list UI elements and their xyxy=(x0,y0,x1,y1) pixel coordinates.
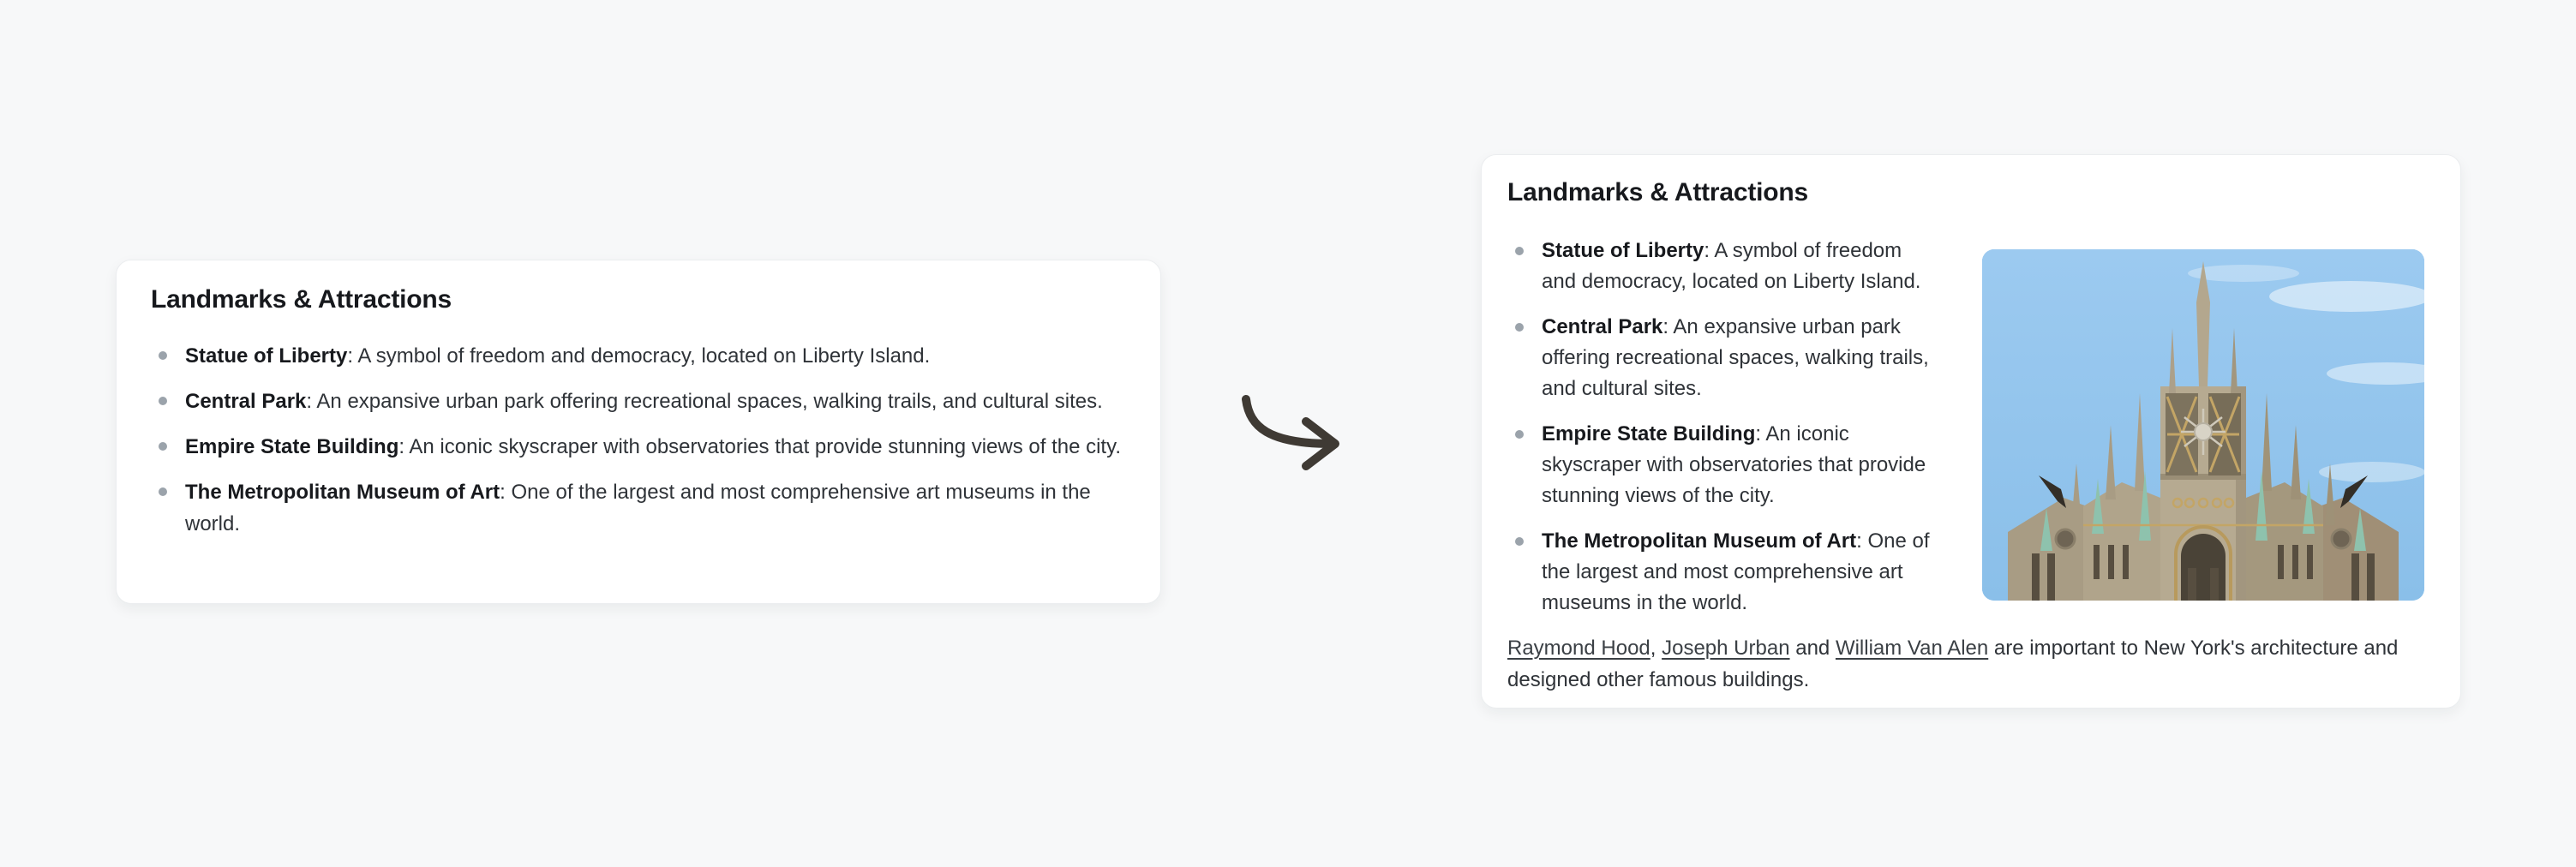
landmark-desc: : An expansive urban park offering recreational spaces, walking trails, and cultural sites. xyxy=(306,390,1103,413)
landmark-term: Central Park xyxy=(185,390,307,413)
list-item xyxy=(1507,312,1940,404)
footer-text: are important to New York's architecture and designed other famous buildings. xyxy=(1507,637,2399,691)
landmark-list xyxy=(151,340,1126,540)
list-item xyxy=(1507,419,1940,511)
bullet-icon xyxy=(1515,537,1524,546)
landmark-desc: : One of the largest and most comprehensive art museums in the world. xyxy=(185,481,1091,535)
list-item xyxy=(151,476,1126,540)
curved-arrow-icon xyxy=(1232,391,1352,485)
footer-link-joseph-urban[interactable]: Joseph Urban xyxy=(1662,637,1790,660)
list-item xyxy=(1507,526,1940,619)
footer-separator: , xyxy=(1650,637,1662,660)
landmark-term: Empire State Building xyxy=(185,435,399,458)
landmark-term: Central Park xyxy=(1542,315,1663,338)
footer-separator: and xyxy=(1789,637,1836,660)
footer-link-william-van-alen[interactable]: William Van Alen xyxy=(1835,637,1989,660)
landmark-desc: : An expansive urban park offering recreational spaces, walking trails, and cultural sites. xyxy=(1542,315,1929,400)
list-item xyxy=(151,340,1126,372)
landmark-photo xyxy=(1982,249,2424,601)
bullet-icon xyxy=(159,397,167,405)
landmark-term: Statue of Liberty xyxy=(1542,239,1704,262)
landmark-desc: : One of the largest and most comprehensive art museums in the world. xyxy=(1542,529,1930,614)
page-title: Landmarks & Attractions xyxy=(1507,178,1809,206)
list-item xyxy=(151,386,1126,417)
list-item xyxy=(151,431,1126,463)
bullet-icon xyxy=(1515,323,1524,332)
landmark-term: The Metropolitan Museum of Art xyxy=(1542,529,1857,553)
landmark-term: Empire State Building xyxy=(1542,422,1756,445)
landmark-desc: : An iconic skyscraper with observatories that provide stunning views of the city. xyxy=(1542,422,1926,507)
landmarks-card-before xyxy=(116,260,1161,604)
list-item xyxy=(1507,236,1940,297)
page-title: Landmarks & Attractions xyxy=(151,285,452,314)
bullet-icon xyxy=(159,442,167,451)
landmark-desc: : A symbol of freedom and democracy, located on Liberty Island. xyxy=(1542,239,1921,293)
footer-link-raymond-hood[interactable]: Raymond Hood xyxy=(1507,637,1650,660)
bullet-icon xyxy=(1515,430,1524,439)
content-row xyxy=(1507,236,2424,619)
footer-note xyxy=(1507,632,2416,696)
landmark-term: Statue of Liberty xyxy=(185,344,348,368)
bullet-icon xyxy=(1515,247,1524,255)
landmarks-card-after xyxy=(1481,154,2461,709)
landmark-list xyxy=(1507,236,1940,619)
landmark-term: The Metropolitan Museum of Art xyxy=(185,481,500,504)
landmark-desc: : A symbol of freedom and democracy, located on Liberty Island. xyxy=(347,344,931,368)
bullet-icon xyxy=(159,351,167,360)
bullet-icon xyxy=(159,487,167,496)
landmark-desc: : An iconic skyscraper with observatories that provide stunning views of the city. xyxy=(398,435,1121,458)
